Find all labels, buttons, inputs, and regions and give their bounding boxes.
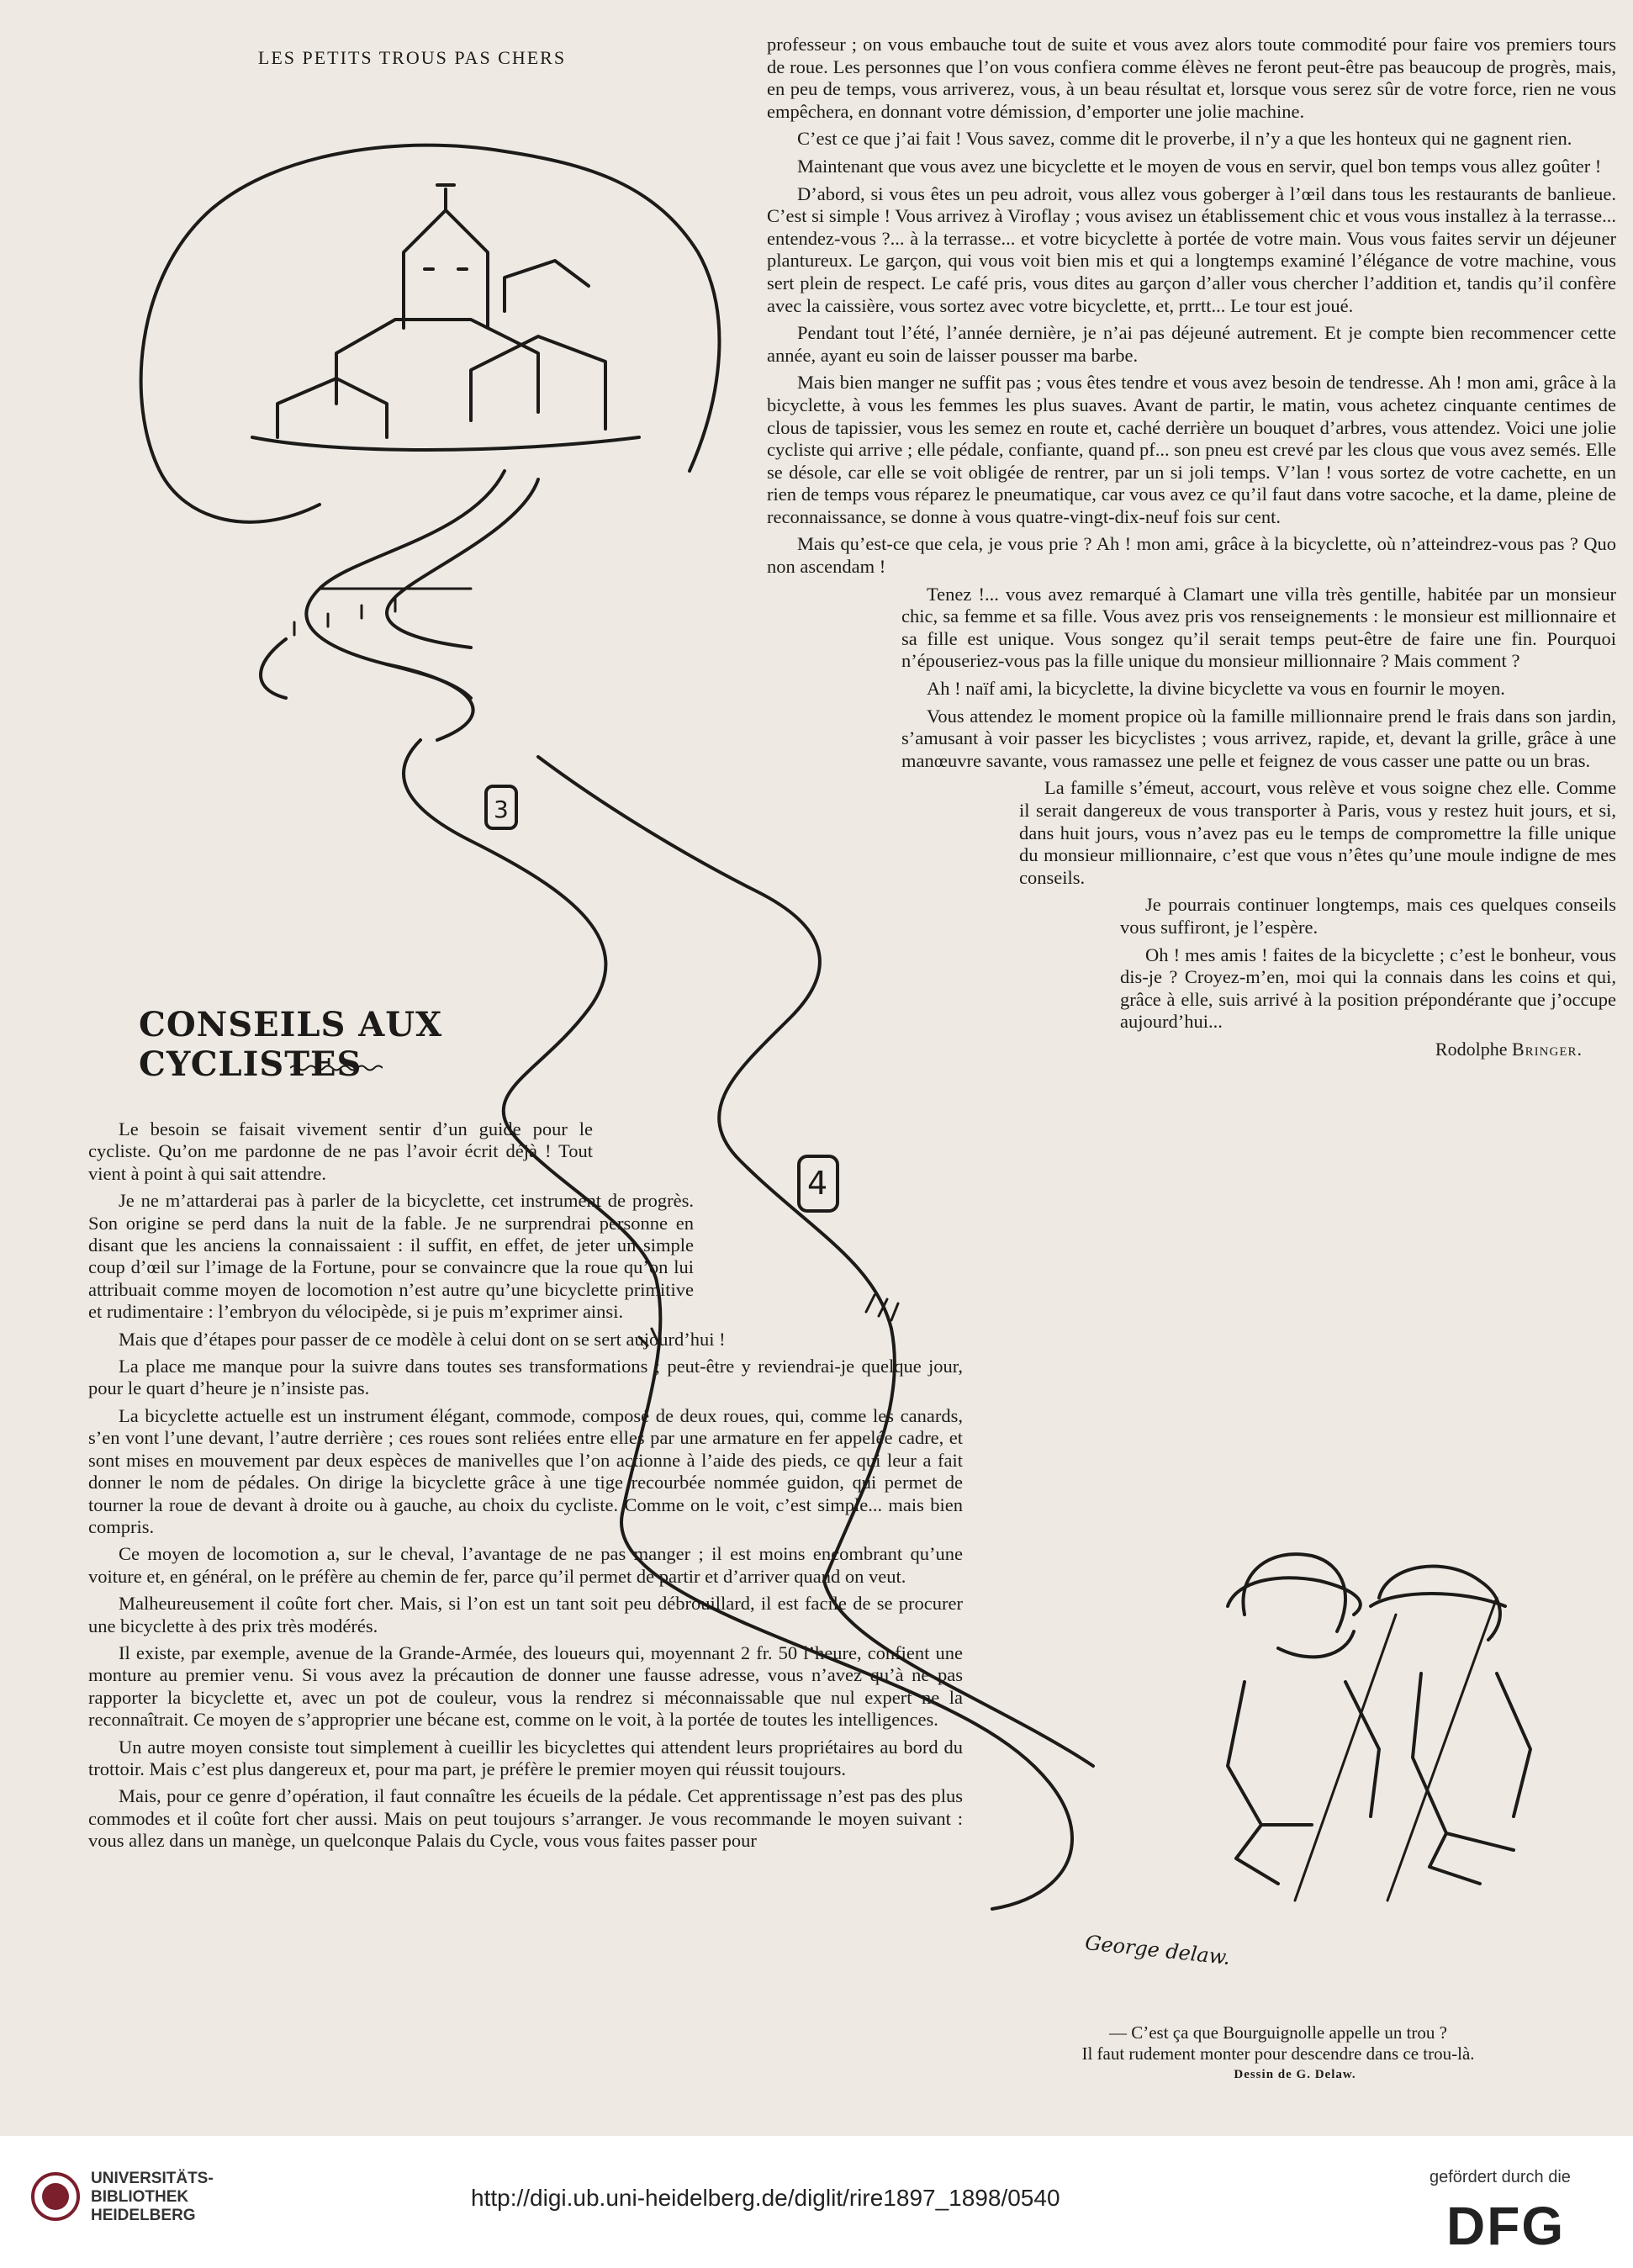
paragraph: Je pourrais continuer longtemps, mais ces quelques conseils vous suffiront, je l’espère.: [1120, 894, 1616, 938]
paragraph: professeur ; on vous embauche tout de suite et vous avez alors toute commodité pour faire vos premiers tours de roue. Les personnes que l’on vous confiera comme élèves ne feront peut-être pas beaucoup de progrès, mais, en peu de temps, vous arriverez, vous, à un beau résultat et, lorsque vous serez sûr de votre force, rien ne vous empêchera, en donnant votre démission, d’emporter une jolie machine.: [767, 34, 1616, 122]
milestone-3-number: 3: [494, 796, 509, 823]
paragraph: Je ne m’attarderai pas à parler de la bicyclette, cet instrument de progrès. Son origine se perd dans la nuit de la fable. Je ne surprendrai personne en disant que les anciens la connaissaient : il suffit, en effet, de jeter un simple coup d’œil sur l’image de la Fortune, pour se convaincre que la roue qu’on lui attribuait comme moyen de locomotion n’est autre qu’une bicyclette primitive et rudimentaire : l’embryon du vélocipède, si je puis m’exprimer ainsi.: [88, 1190, 694, 1323]
paragraph: La place me manque pour la suivre dans toutes ses transformations ; peut-être y reviendrai-je quelque jour, pour le quart d’heure je n’insiste pas.: [88, 1356, 963, 1399]
right-column-text: [767, 34, 1616, 1061]
illustration-caption: [1043, 2022, 1514, 2086]
author-signature: [767, 1039, 1583, 1061]
funded-by-label: gefördert durch die: [1430, 2168, 1571, 2186]
paragraph: Ce moyen de locomotion a, sur le cheval, l’avantage de ne pas manger ; il est moins encombrant qu’une voiture et, en général, on le préfère au chemin de fer, parce qu’il permet de partir et d’arriver quand on veut.: [88, 1543, 963, 1587]
paragraph: La famille s’émeut, accourt, vous relève et vous soigne chez elle. Comme il serait dangereux de vous transporter à Paris, vous y restez huit jours, et si, dans huit jours, vous n’avez pas eu le temps de compromettre la fille unique du monsieur millionnaire, c’est que vous n’êtes qu’une moule indigne de mes conseils.: [1019, 777, 1616, 888]
paragraph: Pendant tout l’été, l’année dernière, je n’ai pas déjeuné autrement. Et je compte bien recommencer cette année, ayant eu soin de laisser pousser ma barbe.: [767, 322, 1616, 366]
title-ornament: [290, 1064, 383, 1072]
library-logo-text: UNIVERSITÄTS- BIBLIOTHEK HEIDELBERG: [91, 2170, 214, 2224]
digitization-footer: [0, 2136, 1633, 2268]
paragraph: Malheureusement il coûte fort cher. Mais, si l’on est un tant soit peu débrouillard, il est facile de se procurer une bicyclette à des prix très modérés.: [88, 1593, 963, 1636]
paragraph: La bicyclette actuelle est un instrument élégant, commode, composé de deux roues, qui, comme les canards, s’en vont l’une devant, l’autre derrière ; ces roues sont reliées entre elles par une armature en fer appelée cadre, et sont mises en mouvement par deux espèces de manivelles que l’on actionne à l’aide des pieds, ce qui leur a fait donner le nom de pédales. On dirige la bicyclette grâce à une tige recourbée nommée guidon, qui permet de tourner la roue de devant à droite ou à gauche, au choix du cycliste. Comme on le voit, c’est simple... mais bien compris.: [88, 1404, 963, 1537]
author-first-name: Rodolphe: [1435, 1038, 1508, 1060]
paragraph: Mais que d’étapes pour passer de ce modèle à celui dont on se sert aujourd’hui !: [119, 1328, 726, 1350]
left-column-text: [88, 1118, 963, 1858]
paragraph: Mais bien manger ne suffit pas ; vous êtes tendre et vous avez besoin de tendresse. Ah ! mon ami, grâce à la bicyclette, à vous les femmes les plus suaves. Avant de partir, le matin, vous achetez cinquante centimes de clous de tapissier, vous les semez en route et, caché derrière un bouquet d’arbres, vous attendez. Voici une jolie cycliste qui arrive ; elle pédale, confiante, quand pf... son pneu est crevé par les clous que vous avez semés. Elle se désole, car elle se voit obligée de rentrer, par un si joli temps. V’lan ! vous sortez de votre cachette, en un rien de temps vous réparez le pneumatique, car vous avez ce qu’il faut dans votre sacoche, et la dame, pleine de reconnaissance, se donne à vous quatre-vingt-dix-neuf fois sur cent.: [767, 372, 1616, 527]
paragraph: Un autre moyen consiste tout simplement à cueillir les bicyclettes qui attendent leurs propriétaires au bord du trottoir. Mais c’est plus dangereux et, pour ma part, je préfère le premier moyen qui réussit toujours.: [88, 1736, 963, 1779]
paragraph: D’abord, si vous êtes un peu adroit, vous allez vous goberger à l’œil dans tous les restaurants de banlieue. C’est si simple ! Vous arrivez à Viroflay ; vous avisez un établissement chic et vous vous installez à la terrasse... entendez-vous ?... à la terrasse... et votre bicyclette à portée de votre main. Vous vous faites servir un déjeuner plantureux. Le garçon, qui vous voit bien mis et qui a longtemps examiné l’élégance de votre machine, vous sert plein de respect. Le café pris, vous dites au garçon d’aller vous chercher l’addition et, tandis qu’il confère avec la caissière, vous sortez avec votre bicyclette, et, prrtt... Le tour est joué.: [767, 182, 1616, 316]
running-head: LES PETITS TROUS PAS CHERS: [257, 47, 567, 68]
caption-line-1: — C’est ça que Bourguignolle appelle un trou ?: [1108, 2022, 1447, 2043]
university-seal-icon: [30, 2171, 81, 2222]
paragraph: Tenez !... vous avez remarqué à Clamart une villa très gentille, habitée par un monsieur chic, sa femme et sa fille. Vous avez pris vos renseignements : le monsieur est millionnaire et sa fille est unique. Vous songez qu’il serait temps peut-être de faire une fin. Pourquoi n’épouseriez-vous pas la fille unique du monsieur millionnaire ? Mais comment ?: [901, 583, 1616, 672]
illustration-credit: Dessin de G. Delaw.: [1234, 2068, 1356, 2081]
section-title: CONSEILS AUX CYCLISTES: [139, 1005, 443, 1084]
paragraph: Maintenant que vous avez une bicyclette et le moyen de vous en servir, quel bon temps vous allez goûter !: [797, 155, 1602, 177]
paragraph: Mais qu’est-ce que cela, je vous prie ? Ah ! mon ami, grâce à la bicyclette, où n’atteindrez-vous pas ? Quo non ascendam !: [767, 533, 1616, 578]
paragraph: Oh ! mes amis ! faites de la bicyclette ; c’est le bonheur, vous dis-je ? Croyez-m’en, moi qui la connais dans les coins et qui, grâce à elle, suis arrivé à la position prépondérante que j’occupe aujourd’hui...: [1120, 944, 1616, 1033]
dfg-logo: DFG: [1446, 2196, 1566, 2256]
paragraph: Mais, pour ce genre d’opération, il faut connaître les écueils de la pédale. Cet apprentissage n’est pas des plus commodes et il coûte fort cher aussi. Mais on peut toujours s’arranger. Je vous recommande le moyen suivant : vous allez dans un manège, un quelconque Palais du Cycle, vous vous faites passer pour: [88, 1785, 963, 1852]
paragraph: Vous attendez le moment propice où la famille millionnaire prend le frais dans son jardin, s’amusant à voir passer les bicyclistes ; vous arrivez, rapide, et, devant la grille, grâce à une manœuvre savante, vous ramassez une pelle et feignez de vous casser une patte ou un bras.: [901, 705, 1616, 771]
paragraph: Le besoin se faisait vivement sentir d’un guide pour le cycliste. Qu’on me pardonne de ne pas l’avoir écrit déjà ! Tout vient à point à qui sait attendre.: [88, 1118, 593, 1184]
paragraph: C’est ce que j’ai fait ! Vous savez, comme dit le proverbe, il n’y a que les honteux qui ne gagnent rien.: [797, 128, 1572, 150]
source-url[interactable]: http://digi.ub.uni-heidelberg.de/diglit/rire1897_1898/0540: [471, 2185, 1060, 2211]
paragraph: Ah ! naïf ami, la bicyclette, la divine bicyclette va vous en fournir le moyen.: [927, 678, 1505, 700]
paragraph: Il existe, par exemple, avenue de la Grande-Armée, des loueurs qui, moyennant 2 fr. 50 l’heure, confient une monture au premier venu. Si vous avez la précaution de donner une fausse adresse, vous n’avez qu’à ne pas rapporter la bicyclette et, avec un pot de couleur, vous la rendrez si méconnaissable que nul expert ne la reconnaîtrait. Ce moyen de s’approprier une bécane est, comme on le voit, à la portée de toutes les intelligences.: [88, 1642, 963, 1731]
milestone-4-number: 4: [807, 1165, 828, 1202]
caption-line-2: Il faut rudement monter pour descendre dans ce trou-là.: [1081, 2043, 1475, 2064]
author-last-name: Bringer.: [1511, 1038, 1583, 1060]
artist-signature: George delaw.: [1084, 1931, 1232, 1969]
